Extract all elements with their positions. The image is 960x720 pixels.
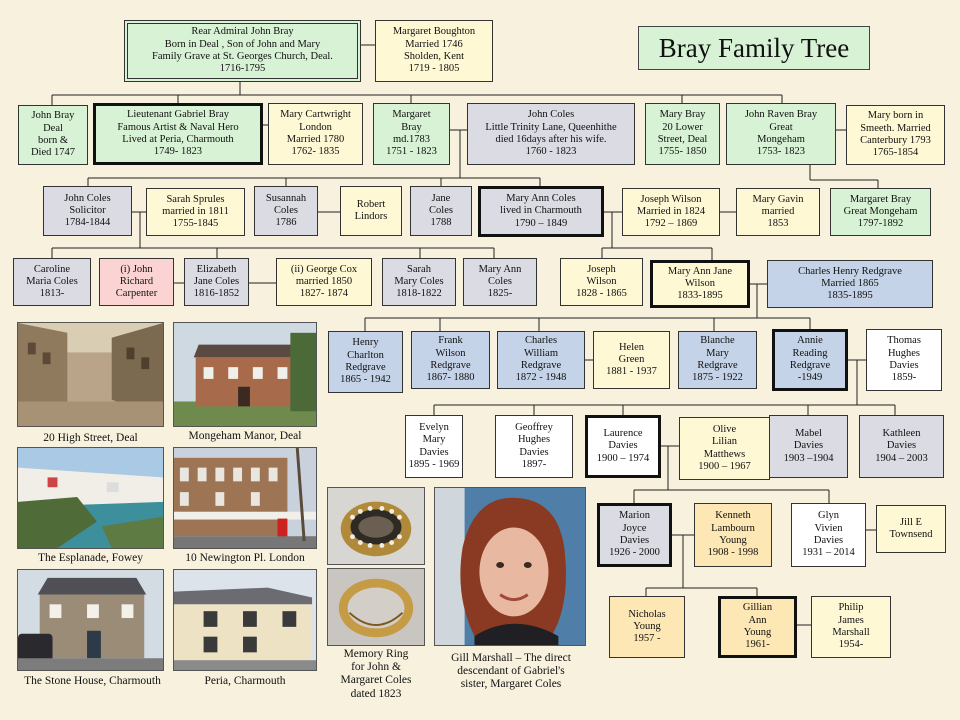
person-olive-matthews: Olive Lilian Matthews 1900 – 1967 xyxy=(679,417,770,480)
person-mary-cartwright: Mary Cartwright London Married 1780 1762- 1835 xyxy=(268,103,363,165)
photo-newington-place xyxy=(173,447,317,549)
person-mary-bray: Mary Bray 20 Lower Street, Deal 1755- 1850 xyxy=(645,103,720,165)
person-annie-redgrave: Annie Reading Redgrave -1949 xyxy=(772,329,848,391)
person-joseph-wilson-jr: Joseph Wilson 1828 - 1865 xyxy=(560,258,643,306)
photo-memory-ring-top xyxy=(327,487,425,565)
photo-peria-charmouth xyxy=(173,569,317,671)
person-charles-henry-redgrave: Charles Henry Redgrave Married 1865 1835-1895 xyxy=(767,260,933,308)
photo-high-street-deal xyxy=(17,322,164,427)
photo-esplanade-fowey xyxy=(17,447,164,549)
person-john-carpenter: (i) John Richard Carpenter xyxy=(99,258,174,306)
caption-peria: Peria, Charmouth xyxy=(204,675,286,687)
person-jill-townsend: Jill E Townsend xyxy=(876,505,946,553)
person-sarah-sprules: Sarah Sprules married in 1811 1755-1845 xyxy=(146,188,245,236)
person-thomas-davies: Thomas Hughes Davies 1859- xyxy=(866,329,942,391)
person-margaret-bray-gm: Margaret Bray Great Mongeham 1797-1892 xyxy=(830,188,931,236)
person-john-coles-solicitor: John Coles Solicitor 1784-1844 xyxy=(43,186,132,236)
person-john-bray-deal: John Bray Deal born & Died 1747 xyxy=(18,105,88,165)
person-evelyn-davies: Evelyn Mary Davies 1895 - 1969 xyxy=(405,415,463,478)
person-philip-marshall: Philip James Marshall 1954- xyxy=(811,596,891,658)
person-sarah-mary-coles: Sarah Mary Coles 1818-1822 xyxy=(382,258,456,306)
caption-stone-house: The Stone House, Charmouth xyxy=(24,675,161,687)
page-title: Bray Family Tree xyxy=(638,26,870,70)
photo-gill-marshall xyxy=(434,487,586,646)
person-laurence-davies: Laurence Davies 1900 – 1974 xyxy=(585,415,661,478)
person-gillian-young: Gillian Ann Young 1961- xyxy=(718,596,797,658)
person-margaret-bray: Margaret Bray md.1783 1751 - 1823 xyxy=(373,103,450,165)
caption-gill-marshall: Gill Marshall – The direct descendant of Gabriel's sister, Margaret Coles xyxy=(451,652,571,691)
caption-esplanade: The Esplanade, Fowey xyxy=(37,552,144,564)
person-glyn-davies: Glyn Vivien Davies 1931 – 2014 xyxy=(791,503,866,567)
person-blanche-redgrave: Blanche Mary Redgrave 1875 - 1922 xyxy=(678,331,757,389)
person-helen-green: Helen Green 1881 - 1937 xyxy=(593,331,670,389)
person-john-raven-bray: John Raven Bray Great Mongeham 1753- 1823 xyxy=(726,103,836,165)
person-kenneth-young: Kenneth Lambourn Young 1908 - 1998 xyxy=(694,503,772,567)
person-george-cox: (ii) George Cox married 1850 1827- 1874 xyxy=(276,258,372,306)
person-jane-coles: Jane Coles 1788 xyxy=(410,186,472,236)
photo-memory-ring-inside xyxy=(327,568,425,646)
caption-newington: 10 Newington Pl. London xyxy=(185,552,305,564)
person-mary-smeeth: Mary born in Smeeth. Married Canterbury 1793 1765-1854 xyxy=(846,105,945,165)
person-frank-redgrave: Frank Wilson Redgrave 1867- 1880 xyxy=(411,331,490,389)
person-john-coles-sr: John Coles Little Trinity Lane, Queenhithe died 16days after his wife. 1760 - 1823 xyxy=(467,103,635,165)
person-joseph-wilson-sr: Joseph Wilson Married in 1824 1792 – 1869 xyxy=(622,188,720,236)
person-marion-davies: Marion Joyce Davies 1926 - 2000 xyxy=(597,503,672,567)
person-margaret-boughton: Margaret Boughton Married 1746 Sholden, Kent 1719 - 1805 xyxy=(375,20,493,82)
photo-mongeham-manor xyxy=(173,322,317,427)
photo-stone-house xyxy=(17,569,164,671)
person-elizabeth-coles: Elizabeth Jane Coles 1816-1852 xyxy=(184,258,249,306)
person-mary-gavin: Mary Gavin married 1853 xyxy=(736,188,820,236)
person-gabriel-bray: Lieutenant Gabriel Bray Famous Artist & Naval Hero Lived at Peria, Charmouth 1749- 1823 xyxy=(93,103,263,165)
person-caroline-coles: Caroline Maria Coles 1813- xyxy=(13,258,91,306)
caption-memory-ring: Memory Ring for John & Margaret Coles dated 1823 xyxy=(340,648,412,700)
person-henry-redgrave: Henry Charlton Redgrave 1865 - 1942 xyxy=(328,331,403,393)
person-nicholas-young: Nicholas Young 1957 - xyxy=(609,596,685,658)
person-robert-lindors: Robert Lindors xyxy=(340,186,402,236)
caption-high-street: 20 High Street, Deal xyxy=(43,432,138,444)
person-charles-william-redgrave: Charles William Redgrave 1872 - 1948 xyxy=(497,331,585,389)
person-john-bray-admiral: Rear Admiral John Bray Born in Deal , Son of John and Mary Family Grave at St. Georges Church, Deal. 1716-1795 xyxy=(124,20,361,82)
person-geoffrey-davies: Geoffrey Hughes Davies 1897- xyxy=(495,415,573,478)
person-mabel-davies: Mabel Davies 1903 –1904 xyxy=(769,415,848,478)
caption-mongeham-manor: Mongeham Manor, Deal xyxy=(188,430,302,442)
person-mary-ann-coles-1825: Mary Ann Coles 1825- xyxy=(463,258,537,306)
person-mary-ann-jane-wilson: Mary Ann Jane Wilson 1833-1895 xyxy=(650,260,750,308)
person-susannah-coles: Susannah Coles 1786 xyxy=(254,186,318,236)
person-mary-ann-coles-1790: Mary Ann Coles lived in Charmouth 1790 – 1849 xyxy=(478,186,604,237)
person-kathleen-davies: Kathleen Davies 1904 – 2003 xyxy=(859,415,944,478)
